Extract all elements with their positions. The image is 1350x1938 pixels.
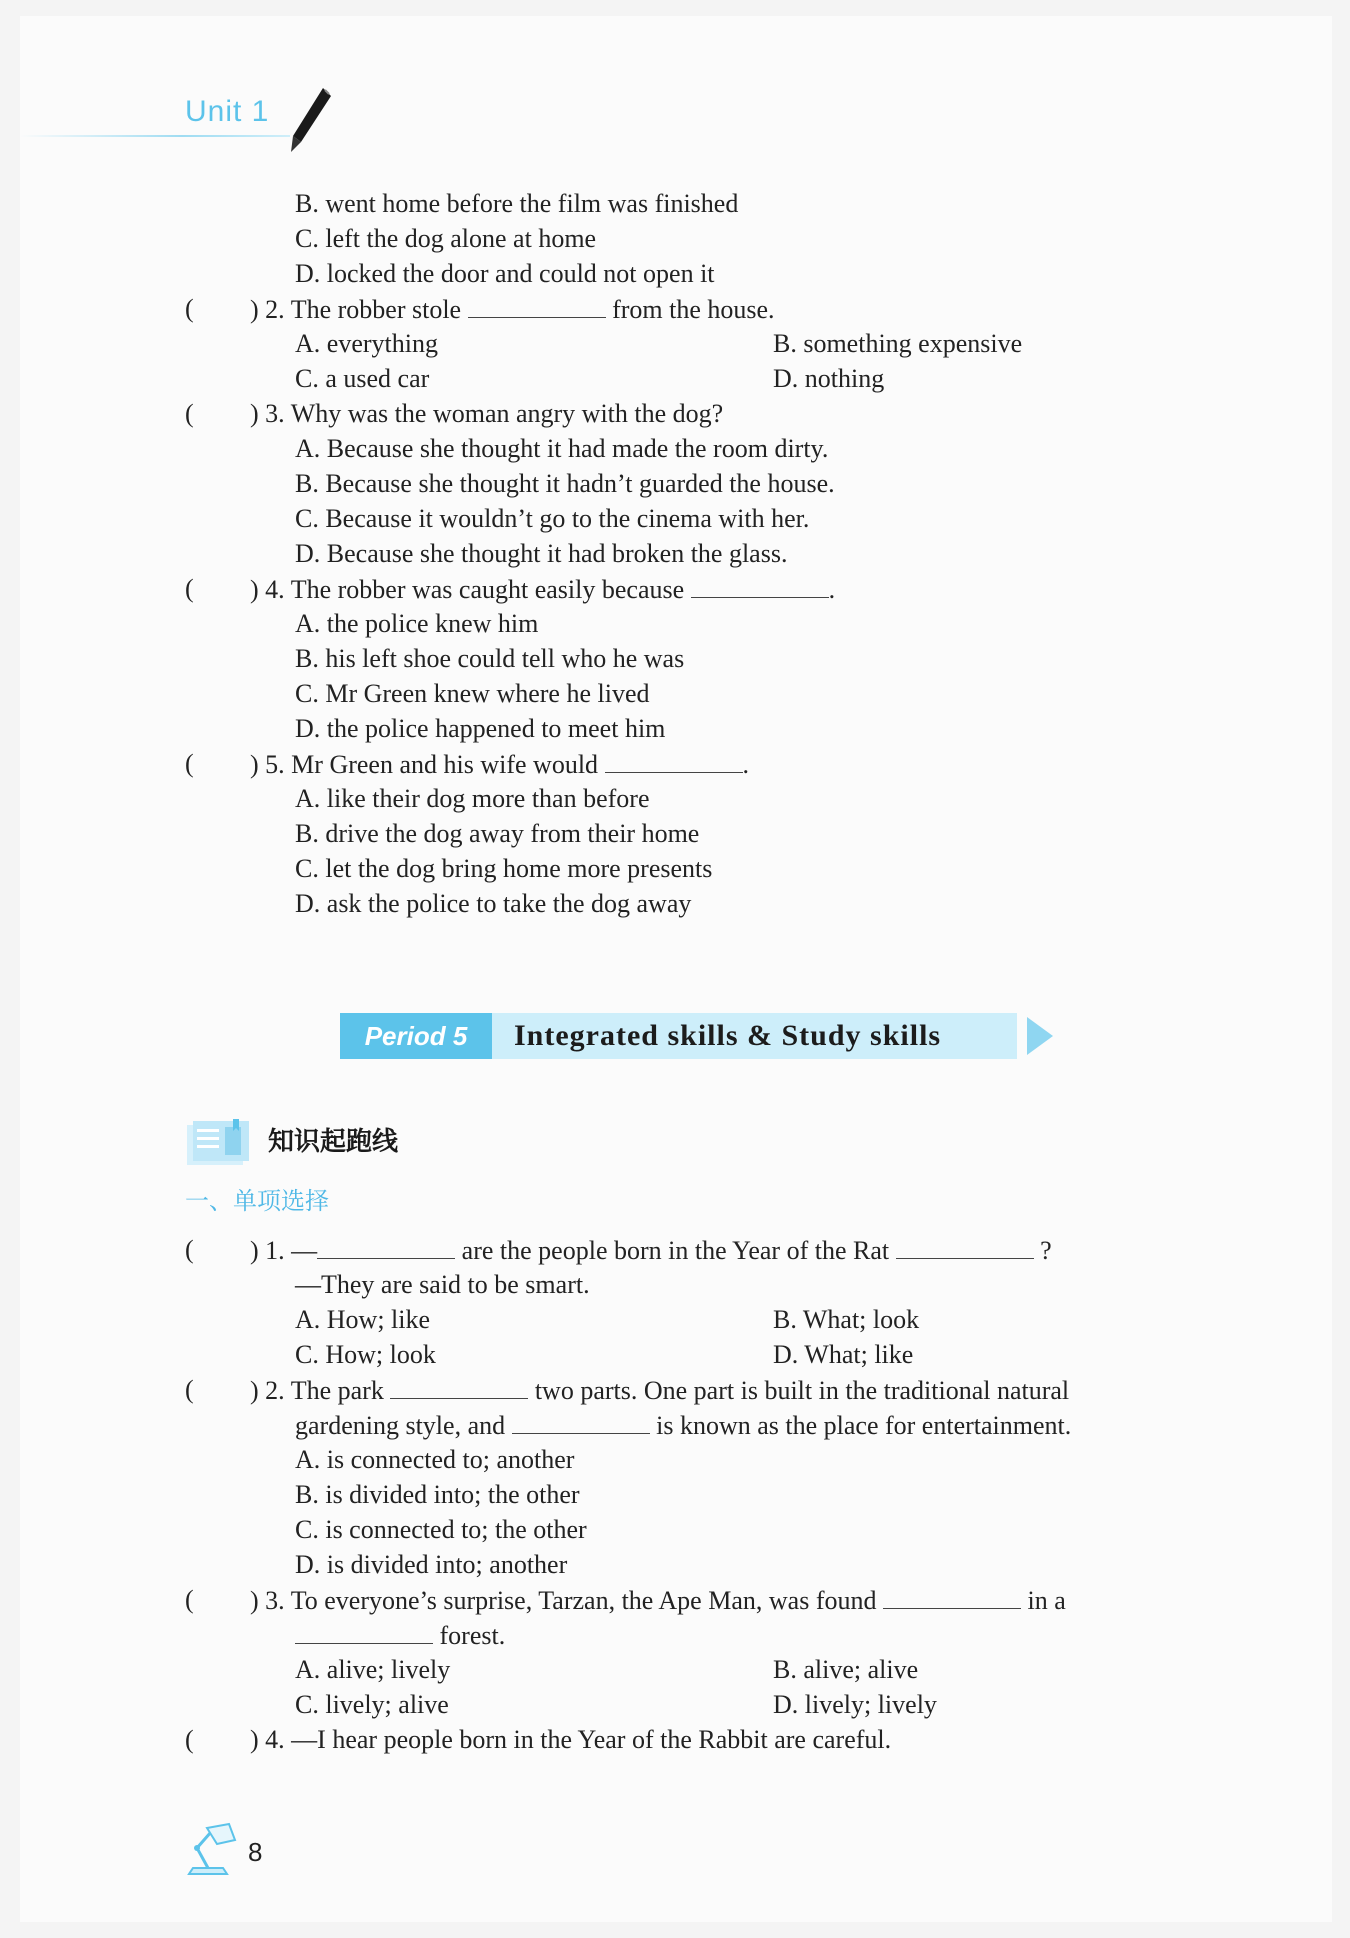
question-line xyxy=(295,1619,505,1652)
answer-blank[interactable] xyxy=(468,293,606,318)
answer-paren: ( xyxy=(185,1585,194,1614)
page-number: 8 xyxy=(248,1837,263,1867)
question-number: ) 4. xyxy=(250,1725,285,1754)
question-number: ) 4. xyxy=(250,575,285,604)
stem-text: The robber stole xyxy=(290,295,462,324)
header-rule xyxy=(20,135,290,137)
option-a: A. alive; lively xyxy=(295,1655,451,1684)
arrow-right-icon xyxy=(1025,1013,1055,1059)
stem-text: Why was the woman angry with the dog? xyxy=(290,399,724,428)
stem-text: Mr Green and his wife would xyxy=(291,750,599,779)
subsection-title: 一、单项选择 xyxy=(185,1187,329,1215)
question-stem xyxy=(250,1584,1066,1617)
stem-text: ? xyxy=(1040,1236,1052,1265)
option-line: B. went home before the film was finished xyxy=(295,189,739,218)
unit-header xyxy=(185,95,269,129)
stem-text: two parts. One part is built in the traditional natural xyxy=(534,1376,1070,1405)
question-stem xyxy=(250,573,835,606)
option-line: B. is divided into; the other xyxy=(295,1480,580,1509)
period-banner xyxy=(340,1013,1055,1059)
answer-blank[interactable] xyxy=(691,573,829,598)
answer-paren: ( xyxy=(185,294,194,323)
question-stem xyxy=(250,398,723,430)
answer-blank[interactable] xyxy=(883,1584,1021,1609)
option-line: D. is divided into; another xyxy=(295,1550,568,1579)
answer-paren: ( xyxy=(185,574,194,603)
option-d: D. lively; lively xyxy=(773,1690,937,1719)
answer-blank[interactable] xyxy=(512,1409,650,1434)
option-line: B. Because she thought it hadn’t guarded the house. xyxy=(295,469,835,498)
option-line: A. the police knew him xyxy=(295,609,539,638)
option-line: A. like their dog more than before xyxy=(295,784,650,813)
stem-text: —I hear people born in the Year of the Rabbit are careful. xyxy=(291,1725,892,1754)
answer-blank[interactable] xyxy=(896,1234,1034,1259)
option-c: C. a used car xyxy=(295,364,430,393)
question-stem xyxy=(250,1374,1069,1407)
stem-text: in a xyxy=(1027,1586,1066,1615)
option-line: C. Because it wouldn’t go to the cinema with her. xyxy=(295,504,810,533)
stem-text: from the house. xyxy=(612,295,775,324)
question-number: ) 2. xyxy=(250,1376,285,1405)
question-stem xyxy=(250,1724,891,1756)
question-stem xyxy=(250,293,775,326)
question-line xyxy=(295,1409,1071,1442)
period-label: Period 5 xyxy=(340,1013,492,1059)
answer-paren: ( xyxy=(185,1235,194,1264)
stem-text: The park xyxy=(290,1376,384,1405)
stem-text: is known as the place for entertainment. xyxy=(656,1411,1072,1440)
answer-paren: ( xyxy=(185,399,194,428)
question-number: ) 5. xyxy=(250,750,285,779)
answer-paren: ( xyxy=(185,1375,194,1404)
option-line: A. Because she thought it had made the room dirty. xyxy=(295,434,829,463)
book-icon xyxy=(185,1117,255,1169)
question-number: ) 2. xyxy=(250,295,285,324)
option-line: C. let the dog bring home more presents xyxy=(295,854,713,883)
stem-text: To everyone’s surprise, Tarzan, the Ape Man, was found xyxy=(290,1586,877,1615)
stem-text: — xyxy=(291,1236,318,1265)
option-d: D. What; like xyxy=(773,1340,914,1369)
option-b: B. What; look xyxy=(773,1305,920,1334)
option-b: B. alive; alive xyxy=(773,1655,919,1684)
answer-paren: ( xyxy=(185,1725,194,1754)
question-stem xyxy=(250,1234,1052,1267)
option-a: A. How; like xyxy=(295,1305,431,1334)
option-line: C. left the dog alone at home xyxy=(295,224,597,253)
option-line: B. his left shoe could tell who he was xyxy=(295,644,685,673)
pen-icon xyxy=(285,86,335,154)
unit-title: Unit 1 xyxy=(185,95,270,128)
stem-text: are the people born in the Year of the Rat xyxy=(461,1236,890,1265)
option-a: A. everything xyxy=(295,329,438,358)
option-line: C. is connected to; the other xyxy=(295,1515,587,1544)
answer-blank[interactable] xyxy=(317,1234,455,1259)
stem-text: The robber was caught easily because xyxy=(290,575,685,604)
stem-text: . xyxy=(742,750,750,779)
option-c: C. lively; alive xyxy=(295,1690,449,1719)
question-line: —They are said to be smart. xyxy=(295,1270,590,1299)
option-c: C. How; look xyxy=(295,1340,436,1369)
answer-blank[interactable] xyxy=(605,748,743,773)
option-line: A. is connected to; another xyxy=(295,1445,575,1474)
desk-lamp-icon xyxy=(183,1820,243,1876)
option-d: D. nothing xyxy=(773,364,885,393)
answer-blank[interactable] xyxy=(295,1619,433,1644)
option-line: D. ask the police to take the dog away xyxy=(295,889,692,918)
question-number: ) 3. xyxy=(250,399,285,428)
option-line: D. Because she thought it had broken the glass. xyxy=(295,539,788,568)
answer-blank[interactable] xyxy=(390,1374,528,1399)
period-title: Integrated skills & Study skills xyxy=(492,1013,1017,1059)
option-line: C. Mr Green knew where he lived xyxy=(295,679,650,708)
question-number: ) 1. xyxy=(250,1236,285,1265)
option-line: B. drive the dog away from their home xyxy=(295,819,700,848)
stem-text: forest. xyxy=(439,1621,506,1650)
section-title: 知识起跑线 xyxy=(268,1127,399,1157)
option-b: B. something expensive xyxy=(773,329,1023,358)
question-stem xyxy=(250,748,749,781)
option-line: D. the police happened to meet him xyxy=(295,714,666,743)
stem-text: . xyxy=(828,575,836,604)
question-number: ) 3. xyxy=(250,1586,285,1615)
option-line: D. locked the door and could not open it xyxy=(295,259,715,288)
answer-paren: ( xyxy=(185,749,194,778)
stem-text: gardening style, and xyxy=(295,1411,506,1440)
